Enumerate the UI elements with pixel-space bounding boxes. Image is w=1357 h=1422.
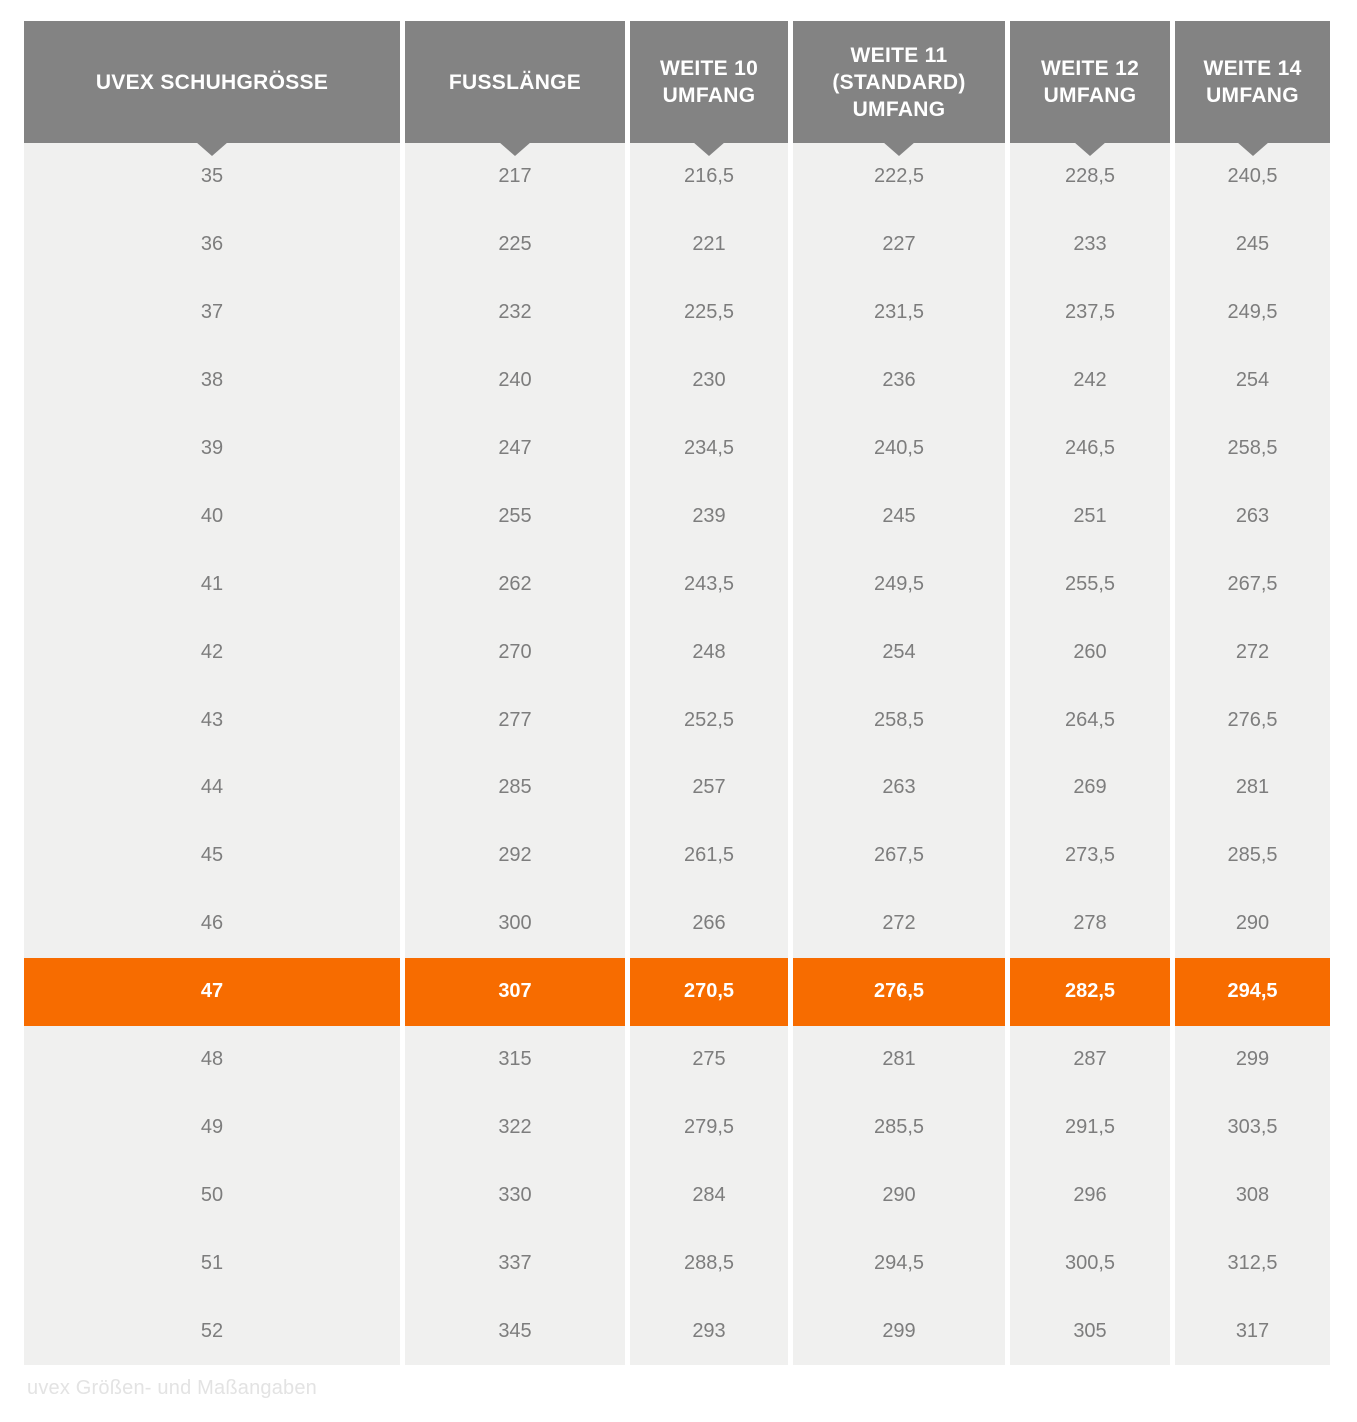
column-header-label: UMFANG bbox=[852, 97, 946, 121]
cell-weite-14-umfang: 272 bbox=[1175, 618, 1330, 686]
cell-weite-12-umfang: 264,5 bbox=[1010, 686, 1170, 754]
cell-schuhgroesse: 47 bbox=[24, 958, 400, 1026]
column-header-label: WEITE 12 bbox=[1040, 57, 1140, 80]
column-header-label: (STANDARD) bbox=[832, 70, 966, 94]
cell-weite-10-umfang: 266 bbox=[630, 890, 788, 958]
size-chart-page bbox=[24, 21, 1330, 1400]
cell-schuhgroesse: 35 bbox=[24, 143, 400, 211]
cell-fusslaenge: 225 bbox=[405, 211, 625, 279]
cell-weite-14-umfang: 263 bbox=[1175, 482, 1330, 550]
cell-weite-12-umfang: 246,5 bbox=[1010, 415, 1170, 483]
cell-weite-10-umfang: 243,5 bbox=[630, 550, 788, 618]
table-row[interactable] bbox=[24, 1093, 1330, 1161]
cell-fusslaenge: 292 bbox=[405, 822, 625, 890]
cell-weite-11-standard-umfang: 249,5 bbox=[793, 550, 1005, 618]
cell-weite-10-umfang: 293 bbox=[630, 1297, 788, 1365]
table-row[interactable] bbox=[24, 890, 1330, 958]
cell-weite-12-umfang: 278 bbox=[1010, 890, 1170, 958]
cell-weite-10-umfang: 275 bbox=[630, 1026, 788, 1094]
cell-weite-10-umfang: 270,5 bbox=[630, 958, 788, 1026]
cell-weite-11-standard-umfang: 227 bbox=[793, 211, 1005, 279]
cell-schuhgroesse: 36 bbox=[24, 211, 400, 279]
table-row[interactable] bbox=[24, 415, 1330, 483]
cell-fusslaenge: 345 bbox=[405, 1297, 625, 1365]
cell-weite-11-standard-umfang: 240,5 bbox=[793, 415, 1005, 483]
cell-weite-12-umfang: 300,5 bbox=[1010, 1229, 1170, 1297]
table-row[interactable] bbox=[24, 279, 1330, 347]
cell-fusslaenge: 240 bbox=[405, 347, 625, 415]
cell-fusslaenge: 232 bbox=[405, 279, 625, 347]
cell-weite-10-umfang: 284 bbox=[630, 1161, 788, 1229]
cell-weite-11-standard-umfang: 276,5 bbox=[793, 958, 1005, 1026]
table-row[interactable] bbox=[24, 1161, 1330, 1229]
cell-weite-11-standard-umfang: 236 bbox=[793, 347, 1005, 415]
cell-weite-14-umfang: 240,5 bbox=[1175, 143, 1330, 211]
cell-weite-11-standard-umfang: 258,5 bbox=[793, 686, 1005, 754]
table-row[interactable] bbox=[24, 211, 1330, 279]
cell-weite-14-umfang: 281 bbox=[1175, 754, 1330, 822]
cell-weite-10-umfang: 225,5 bbox=[630, 279, 788, 347]
cell-weite-10-umfang: 248 bbox=[630, 618, 788, 686]
cell-weite-14-umfang: 299 bbox=[1175, 1026, 1330, 1094]
cell-weite-12-umfang: 237,5 bbox=[1010, 279, 1170, 347]
cell-weite-12-umfang: 291,5 bbox=[1010, 1093, 1170, 1161]
cell-schuhgroesse: 52 bbox=[24, 1297, 400, 1365]
cell-fusslaenge: 255 bbox=[405, 482, 625, 550]
cell-weite-14-umfang: 267,5 bbox=[1175, 550, 1330, 618]
size-table bbox=[24, 21, 1330, 1365]
table-row[interactable] bbox=[24, 1229, 1330, 1297]
cell-weite-10-umfang: 221 bbox=[630, 211, 788, 279]
cell-weite-14-umfang: 308 bbox=[1175, 1161, 1330, 1229]
table-row[interactable] bbox=[24, 686, 1330, 754]
cell-fusslaenge: 322 bbox=[405, 1093, 625, 1161]
cell-weite-12-umfang: 242 bbox=[1010, 347, 1170, 415]
cell-weite-10-umfang: 239 bbox=[630, 482, 788, 550]
cell-weite-14-umfang: 285,5 bbox=[1175, 822, 1330, 890]
table-row[interactable] bbox=[24, 958, 1330, 1026]
cell-weite-14-umfang: 258,5 bbox=[1175, 415, 1330, 483]
cell-weite-10-umfang: 216,5 bbox=[630, 143, 788, 211]
cell-weite-14-umfang: 294,5 bbox=[1175, 958, 1330, 1026]
cell-schuhgroesse: 42 bbox=[24, 618, 400, 686]
cell-weite-10-umfang: 261,5 bbox=[630, 822, 788, 890]
cell-weite-14-umfang: 249,5 bbox=[1175, 279, 1330, 347]
cell-weite-10-umfang: 234,5 bbox=[630, 415, 788, 483]
cell-schuhgroesse: 50 bbox=[24, 1161, 400, 1229]
cell-fusslaenge: 307 bbox=[405, 958, 625, 1026]
column-header-label: UMFANG bbox=[1043, 84, 1137, 107]
cell-weite-12-umfang: 282,5 bbox=[1010, 958, 1170, 1026]
table-row[interactable] bbox=[24, 754, 1330, 822]
cell-weite-12-umfang: 233 bbox=[1010, 211, 1170, 279]
cell-schuhgroesse: 39 bbox=[24, 415, 400, 483]
column-header-label: FUSSLÄNGE bbox=[448, 70, 582, 94]
cell-schuhgroesse: 38 bbox=[24, 347, 400, 415]
cell-weite-11-standard-umfang: 272 bbox=[793, 890, 1005, 958]
cell-schuhgroesse: 40 bbox=[24, 482, 400, 550]
cell-weite-10-umfang: 288,5 bbox=[630, 1229, 788, 1297]
cell-weite-12-umfang: 228,5 bbox=[1010, 143, 1170, 211]
cell-weite-11-standard-umfang: 267,5 bbox=[793, 822, 1005, 890]
column-header-weite-10-umfang bbox=[630, 21, 788, 143]
table-caption: uvex Größen- und Maßangaben bbox=[27, 1377, 318, 1400]
column-header-label: UMFANG bbox=[662, 84, 756, 107]
cell-weite-11-standard-umfang: 281 bbox=[793, 1026, 1005, 1094]
cell-fusslaenge: 247 bbox=[405, 415, 625, 483]
cell-weite-11-standard-umfang: 245 bbox=[793, 482, 1005, 550]
table-row[interactable] bbox=[24, 618, 1330, 686]
cell-weite-11-standard-umfang: 263 bbox=[793, 754, 1005, 822]
cell-fusslaenge: 270 bbox=[405, 618, 625, 686]
triangle-down-icon bbox=[883, 142, 915, 156]
cell-fusslaenge: 217 bbox=[405, 143, 625, 211]
cell-weite-14-umfang: 290 bbox=[1175, 890, 1330, 958]
cell-weite-12-umfang: 260 bbox=[1010, 618, 1170, 686]
cell-schuhgroesse: 45 bbox=[24, 822, 400, 890]
column-header-weite-14-umfang bbox=[1175, 21, 1330, 143]
table-row[interactable] bbox=[24, 347, 1330, 415]
cell-weite-12-umfang: 296 bbox=[1010, 1161, 1170, 1229]
cell-weite-11-standard-umfang: 290 bbox=[793, 1161, 1005, 1229]
column-header-weite-11-standard-umfang bbox=[793, 21, 1005, 143]
cell-schuhgroesse: 41 bbox=[24, 550, 400, 618]
triangle-down-icon bbox=[1074, 142, 1106, 156]
triangle-down-icon bbox=[1237, 142, 1269, 156]
cell-fusslaenge: 285 bbox=[405, 754, 625, 822]
cell-schuhgroesse: 44 bbox=[24, 754, 400, 822]
table-header-row bbox=[24, 21, 1330, 143]
triangle-down-icon bbox=[693, 142, 725, 156]
cell-weite-14-umfang: 312,5 bbox=[1175, 1229, 1330, 1297]
table-row[interactable] bbox=[24, 1026, 1330, 1094]
cell-weite-12-umfang: 251 bbox=[1010, 482, 1170, 550]
table-row[interactable] bbox=[24, 1297, 1330, 1365]
column-header-label: WEITE 14 bbox=[1203, 57, 1302, 80]
cell-schuhgroesse: 46 bbox=[24, 890, 400, 958]
cell-fusslaenge: 337 bbox=[405, 1229, 625, 1297]
table-body bbox=[24, 143, 1330, 1365]
cell-weite-10-umfang: 257 bbox=[630, 754, 788, 822]
cell-weite-14-umfang: 245 bbox=[1175, 211, 1330, 279]
cell-schuhgroesse: 49 bbox=[24, 1093, 400, 1161]
cell-fusslaenge: 330 bbox=[405, 1161, 625, 1229]
cell-weite-14-umfang: 303,5 bbox=[1175, 1093, 1330, 1161]
cell-schuhgroesse: 37 bbox=[24, 279, 400, 347]
cell-weite-11-standard-umfang: 231,5 bbox=[793, 279, 1005, 347]
cell-weite-11-standard-umfang: 222,5 bbox=[793, 143, 1005, 211]
cell-weite-12-umfang: 255,5 bbox=[1010, 550, 1170, 618]
cell-weite-11-standard-umfang: 254 bbox=[793, 618, 1005, 686]
column-header-label: UMFANG bbox=[1206, 84, 1299, 107]
triangle-down-icon bbox=[196, 142, 228, 156]
column-header-weite-12-umfang bbox=[1010, 21, 1170, 143]
cell-fusslaenge: 262 bbox=[405, 550, 625, 618]
cell-weite-14-umfang: 276,5 bbox=[1175, 686, 1330, 754]
cell-weite-14-umfang: 254 bbox=[1175, 347, 1330, 415]
cell-fusslaenge: 315 bbox=[405, 1026, 625, 1094]
cell-weite-11-standard-umfang: 285,5 bbox=[793, 1093, 1005, 1161]
column-header-uvex-schuhgroesse bbox=[24, 21, 400, 143]
cell-schuhgroesse: 48 bbox=[24, 1026, 400, 1094]
cell-weite-11-standard-umfang: 294,5 bbox=[793, 1229, 1005, 1297]
table-row[interactable] bbox=[24, 550, 1330, 618]
column-header-label: WEITE 10 bbox=[659, 57, 759, 80]
cell-weite-12-umfang: 269 bbox=[1010, 754, 1170, 822]
cell-weite-10-umfang: 252,5 bbox=[630, 686, 788, 754]
column-header-label: UVEX SCHUHGRÖSSE bbox=[95, 70, 329, 94]
table-row[interactable] bbox=[24, 482, 1330, 550]
triangle-down-icon bbox=[499, 142, 531, 156]
cell-fusslaenge: 277 bbox=[405, 686, 625, 754]
table-row[interactable] bbox=[24, 822, 1330, 890]
cell-weite-12-umfang: 305 bbox=[1010, 1297, 1170, 1365]
column-header-label: WEITE 11 bbox=[850, 43, 948, 67]
column-header-fusslaenge bbox=[405, 21, 625, 143]
cell-schuhgroesse: 51 bbox=[24, 1229, 400, 1297]
cell-weite-12-umfang: 287 bbox=[1010, 1026, 1170, 1094]
cell-weite-10-umfang: 279,5 bbox=[630, 1093, 788, 1161]
cell-weite-10-umfang: 230 bbox=[630, 347, 788, 415]
cell-fusslaenge: 300 bbox=[405, 890, 625, 958]
cell-weite-12-umfang: 273,5 bbox=[1010, 822, 1170, 890]
cell-weite-11-standard-umfang: 299 bbox=[793, 1297, 1005, 1365]
cell-schuhgroesse: 43 bbox=[24, 686, 400, 754]
cell-weite-14-umfang: 317 bbox=[1175, 1297, 1330, 1365]
